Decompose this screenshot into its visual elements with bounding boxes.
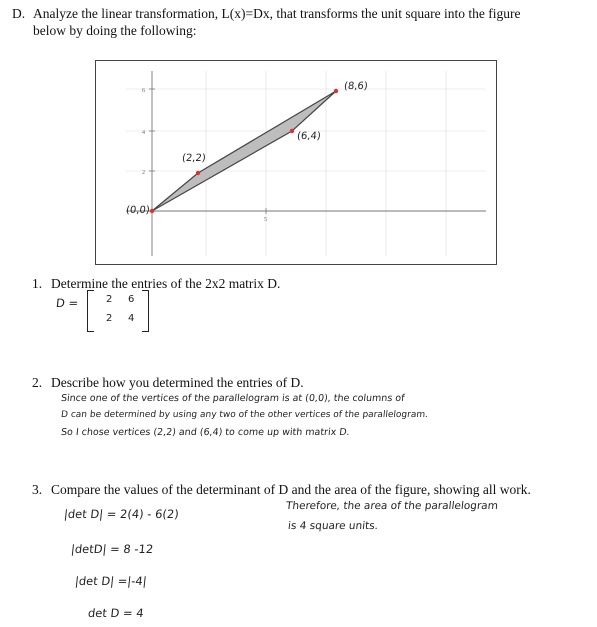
work-line: |detD| = 8 -12 <box>70 542 154 556</box>
matrix-right-bracket <box>142 290 149 332</box>
answer-line: D can be determined by using any two of the other vertices of the parallelogram. <box>60 410 429 420</box>
matrix-cell: 6 <box>128 294 135 305</box>
answer-line: So I chose vertices (2,2) and (6,4) to come up with matrix D. <box>60 427 351 438</box>
y-tick-label: 2 <box>142 170 145 176</box>
vertex-label: (6,4) <box>296 131 322 142</box>
matrix-left-bracket <box>87 290 94 332</box>
matrix-d <box>87 290 149 332</box>
vertex-point <box>196 171 200 175</box>
problem-statement-line-2: below by doing the following: <box>33 23 197 38</box>
problem-statement-line-1: Analyze the linear transformation, L(x)=Dx, that transforms the unit square into the figure <box>33 6 521 21</box>
work-line: det D = 4 <box>87 606 145 620</box>
question-2-number: 2. <box>32 375 43 390</box>
vertex-point <box>150 209 154 213</box>
problem-letter: D. <box>12 6 26 21</box>
matrix-cell: 4 <box>128 313 135 324</box>
question-1-text: Determine the entries of the 2x2 matrix D. <box>51 276 281 291</box>
matrix-cell: 2 <box>106 313 113 324</box>
question-1-number: 1. <box>32 276 43 291</box>
vertex-label: (2,2) <box>181 153 207 164</box>
conclusion-line: is 4 square units. <box>287 520 379 532</box>
matrix-cell: 2 <box>106 294 113 305</box>
graph-canvas <box>96 61 496 264</box>
question-3-number: 3. <box>32 482 43 497</box>
question-2-text: Describe how you determined the entries of D. <box>51 375 304 390</box>
work-line: |det D| = 2(4) - 6(2) <box>63 507 180 521</box>
parallelogram-graph <box>95 60 497 265</box>
answer-line: Since one of the vertices of the parallelogram is at (0,0), the columns of <box>60 393 406 404</box>
y-tick-label: 4 <box>142 130 145 136</box>
vertex-label: (0,0) <box>125 205 151 216</box>
conclusion-line: Therefore, the area of the parallelogram <box>285 500 499 512</box>
matrix-label: D = <box>55 296 79 310</box>
x-tick-label: 5 <box>264 217 267 223</box>
y-tick-label: 6 <box>142 88 145 94</box>
parallelogram-shape <box>152 91 336 211</box>
question-3-text: Compare the values of the determinant of D and the area of the figure, showing all work. <box>51 482 531 497</box>
work-line: |det D| =|-4| <box>74 574 148 588</box>
vertex-point <box>290 129 294 133</box>
vertex-point <box>334 89 338 93</box>
vertex-label: (8,6) <box>343 81 369 92</box>
